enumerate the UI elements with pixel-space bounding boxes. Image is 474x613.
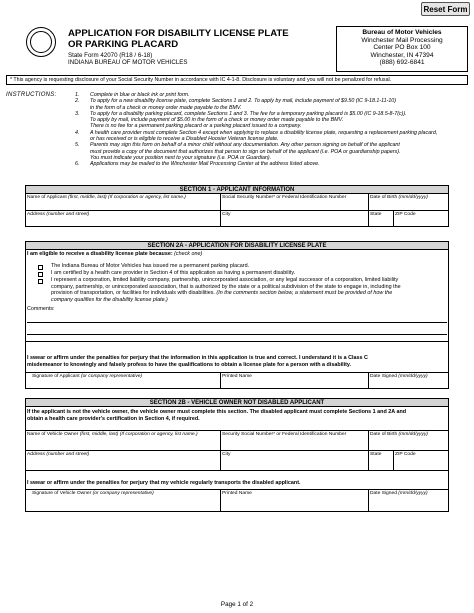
bureau-line-2: Center PO Box 100 [373,44,431,52]
bureau-line-1: Winchester Mail Processing [361,36,443,44]
owner-address-field[interactable]: Address (number and street) [27,452,90,457]
comments-label: Comments: [27,306,55,312]
applicant-signature-field[interactable]: Signature of Applicant (or company representative) [32,374,143,379]
divider [368,489,369,512]
bureau-name: Bureau of Motor Vehicles [362,29,442,36]
owner-dob-field[interactable]: Date of Birth (mm/dd/yyyy) [370,432,428,437]
divider [393,450,394,470]
page-number: Page 1 of 2 [220,601,254,608]
divider [220,193,221,227]
applicant-city-field[interactable]: City [222,212,231,217]
applicant-dob-field[interactable]: Date of Birth (mm/dd/yyyy) [370,195,428,200]
divider [220,372,221,389]
affirmation-2a: I swear or affirm under the penalties for perjury that the information in this application is true and correct. I understand it is a Class C misdemeanor to knowingly and falsely profess to have the qualifications to obtain a license plate for a person with a disability. [27,355,368,368]
owner-date-signed-field[interactable]: Date Signed (mm/dd/yyyy) [370,491,428,496]
applicant-date-signed-field[interactable]: Date Signed (mm/dd/yyyy) [370,374,428,379]
divider [25,470,449,471]
divider [368,430,369,470]
comments-line-2[interactable] [27,334,447,335]
instruction-item: 6. Applications may be mailed to the Winchester Mail Processing Center at the address listed above. [75,161,320,168]
owner-ssn-field[interactable]: Security Social Number* or Federal Identification Number [222,432,347,437]
applicant-zip-field[interactable]: ZIP Code [395,212,416,217]
divider [25,430,449,431]
comments-line-1[interactable] [27,322,447,323]
form-title [68,28,298,50]
ssn-notice: * This agency is requesting disclosure of your Social Security Number in accordance with IC 4-1-8. Disclosure is voluntary and you will not be penalized for refusal. [6,75,468,85]
owner-city-field[interactable]: City [222,452,231,457]
vehicle-owner-note: If the applicant is not the vehicle owner, the vehicle owner must complete this section. The disabled applicant must complete Sections 1 and 2A and obtain a health care provider's certification in Section 4, if required. [27,409,407,422]
option-certified-disability-checkbox[interactable] [38,272,43,277]
instruction-item: 3. To apply for a disability parking placard, complete Sections 1 and 3. The fee for a temporary parking placard is $5.00 (IC 9-18.5-8-7(c)). To apply by mail, include payment of $5.00 in the form of a check or money order made payable to the BMV. There is no fee for a permanent parking placard or a parking placard issued to a company. [75,110,407,130]
option-corporation-label: I represent a corporation, limited liability company, partnership, unincorporated association, or any legal successor of a corporation, limited liability company, partnership, or unincorporated association, that is authorized by the state or a political subdivision of the state to engage in, including the provision of transportation, or facilities for individuals with disabilities. (In the comments section below, a statement must be provided of how the company qualifies for the disability license plate.) [51,277,401,303]
option-permanent-placard-checkbox[interactable] [38,265,43,270]
option-certified-disability-label: I am certified by a health care provider in Section 4 of this application as having a permanent disability. [51,270,296,276]
applicant-address-field[interactable]: Address (number and street) [27,212,90,217]
agency-name: INDIANA BUREAU OF MOTOR VEHICLES [68,59,188,66]
form-number: State Form 42070 (R18 / 6-18) [68,52,153,59]
divider [368,372,369,389]
section-2b-header: SECTION 2B - VEHICLE OWNER NOT DISABLED APPLICANT [25,398,449,407]
applicant-ssn-field[interactable]: Social Security Number* or Federal Identification Number [222,195,347,200]
instruction-item: 1. Complete in blue or black ink or print form. [75,92,190,98]
divider [25,489,449,490]
applicant-state-field[interactable]: State [370,212,382,217]
title-line-2: OR PARKING PLACARD [68,39,179,50]
option-permanent-placard-label: The Indiana Bureau of Motor Vehicles has issued me a permanent parking placard. [51,263,250,269]
owner-state-field[interactable]: State [370,452,382,457]
option-corporation-checkbox[interactable] [38,279,43,284]
divider [25,210,449,211]
owner-name-field[interactable]: Name of Vehicle Owner (first, middle, last) (If corporation or agency, list name.) [27,432,198,437]
divider [220,489,221,512]
section-2a-header: SECTION 2A - APPLICATION FOR DISABILITY LICENSE PLATE [25,241,449,250]
affirmation-2b: I swear or affirm under the penalties for perjury that my vehicle regularly transports the disabled applicant. [27,480,301,486]
divider [25,450,449,451]
eligibility-prompt: I am eligible to receive a disability license plate because: (check one) [27,251,203,257]
bureau-address-box [336,26,468,72]
divider [25,341,449,342]
bureau-line-3: Winchester, IN 47394 [370,51,434,59]
title-line-1: APPLICATION FOR DISABILITY LICENSE PLATE [68,28,289,39]
divider [220,430,221,470]
owner-printed-name-field[interactable]: Printed Name [222,491,252,496]
instruction-item: 5. Parents may sign this form on behalf of a minor child without any documentation. Any other person signing on behalf of the applicant must provide a copy of the document that authorizes that person to sign on behalf of the applicant (i.e. POA or guardianship papers). You must indicate your position next to your signature (i.e. POA or Guardian). [75,142,401,161]
divider [25,372,449,373]
instruction-item: 4. A health care provider must complete Section 4 except when applying to replace a disability license plate, requesting a replacement parking placard, or has received or is eligible to receive a Disabled Hoosier Veteran license plate. [75,129,438,143]
instructions-list [75,92,470,168]
bureau-phone: (888) 692-6841 [379,59,425,67]
instruction-item: 2. To apply for a new disability license plate, complete Sections 1 and 2. To apply by mail, include payment of $9.50 (IC 9-18.1-11-10) in the form of a check or money order made payable to the BMV. [75,98,397,111]
divider [393,210,394,227]
reset-form-button[interactable]: Reset Form [421,2,470,16]
owner-zip-field[interactable]: ZIP Code [395,452,416,457]
form-number-block [68,52,188,66]
instructions-label: INSTRUCTIONS: [6,92,57,98]
section-1-header: SECTION 1 - APPLICANT INFORMATION [25,185,449,194]
applicant-printed-name-field[interactable]: Printed Name [222,374,252,379]
divider [368,193,369,227]
applicant-name-field[interactable]: Name of Applicant (first, middle, last) (If corporation or agency, list name.) [27,195,186,200]
owner-signature-field[interactable]: Signature of Vehicle Owner (or company representative) [32,491,154,496]
state-seal-icon [26,27,56,57]
